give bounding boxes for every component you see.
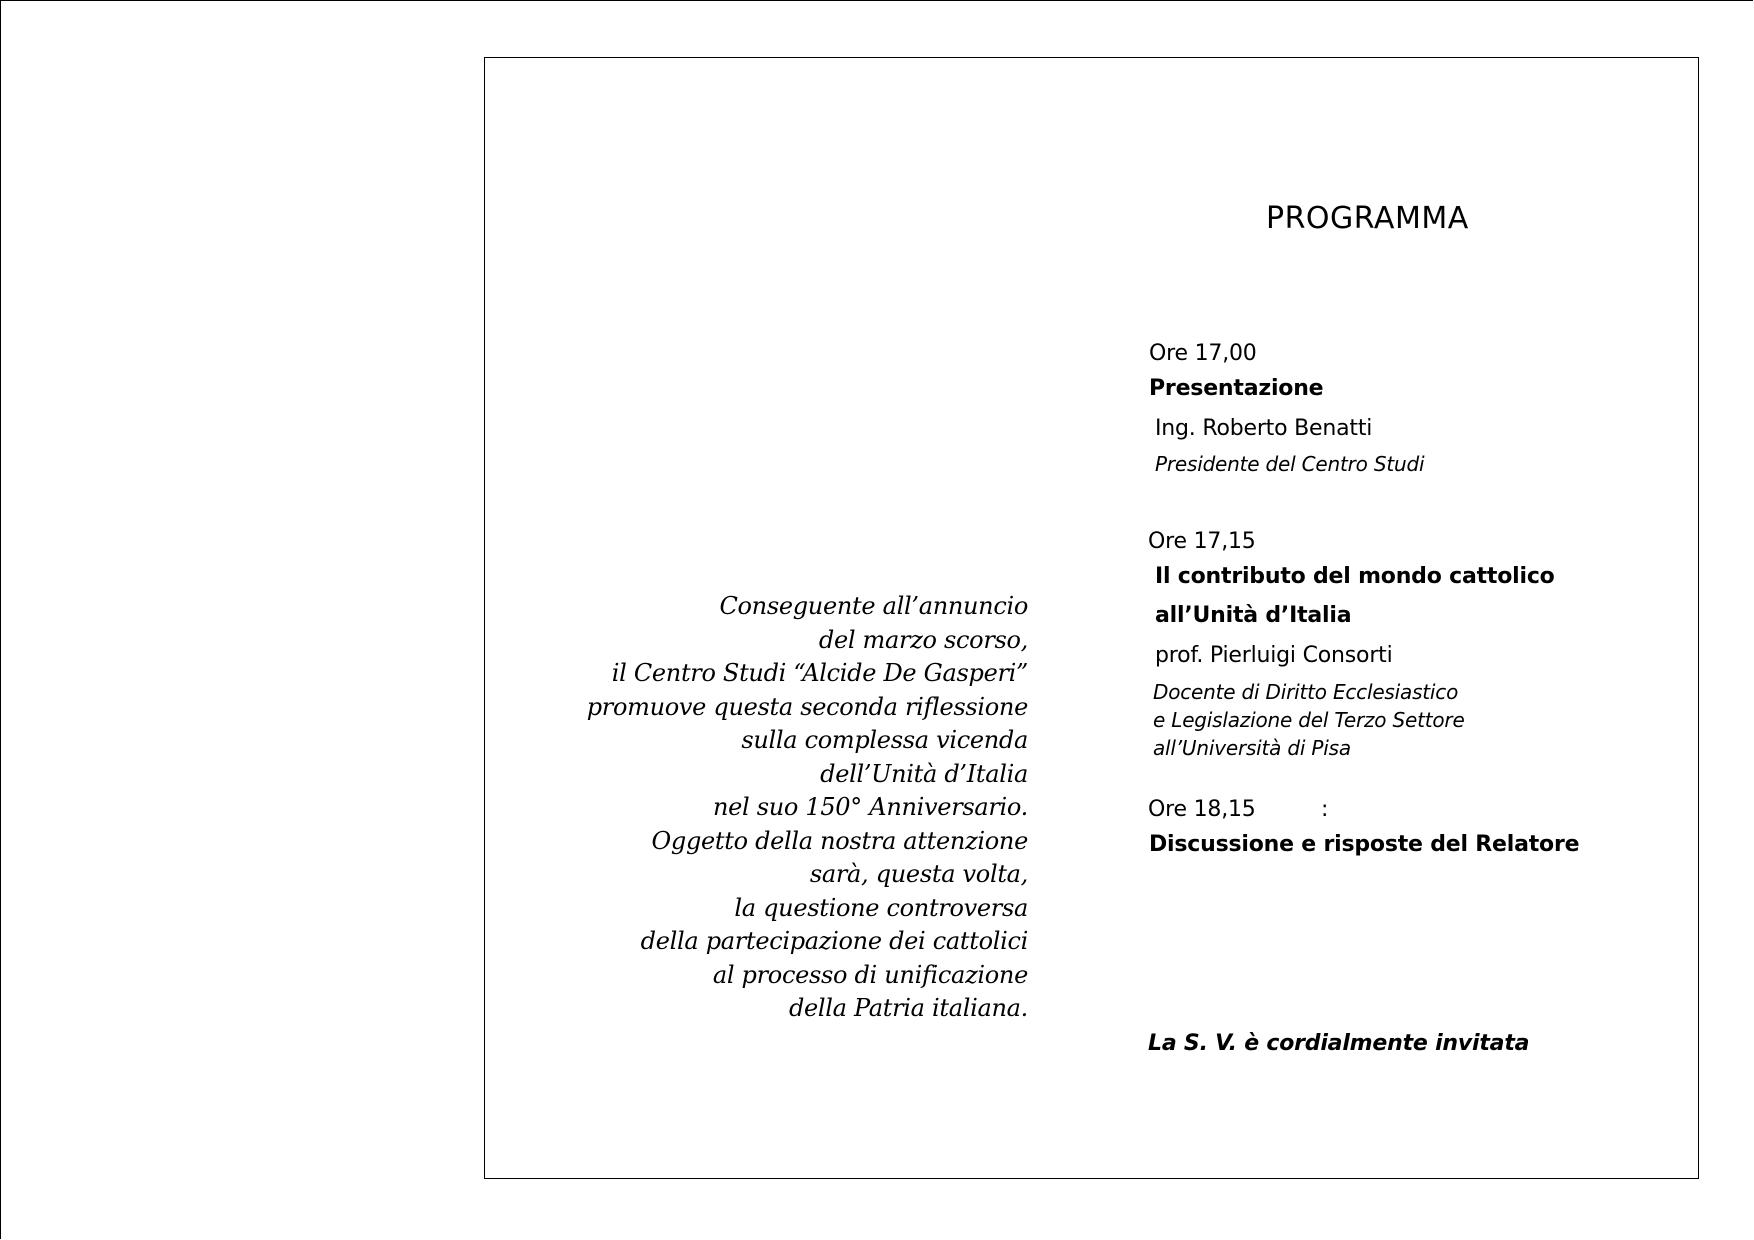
closing-invitation: La S. V. è cordialmente invitata	[1148, 1031, 1530, 1056]
intro-line: promuove questa seconda riflessione	[586, 692, 1028, 721]
item2-time: Ore 17,15	[1148, 529, 1256, 554]
item2-speaker: prof. Pierluigi Consorti	[1155, 643, 1393, 668]
item1-heading: Presentazione	[1149, 376, 1324, 401]
intro-line: della partecipazione dei cattolici	[640, 927, 1028, 955]
intro-line: la questione controversa	[734, 893, 1028, 922]
intro-line: sarà, questa volta,	[809, 860, 1028, 888]
item1-speaker: Ing. Roberto Benatti	[1155, 416, 1373, 441]
item2-role-line3: all’Università di Pisa	[1153, 736, 1351, 760]
intro-line: nel suo 150° Anniversario.	[712, 793, 1028, 821]
intro-line: della Patria italiana.	[788, 994, 1028, 1022]
item2-role	[1153, 678, 1465, 762]
item2-role-line2: e Legislazione del Terzo Settore	[1153, 708, 1465, 732]
item1-time: Ore 17,00	[1149, 341, 1257, 366]
item2-role-line1: Docente di Diritto Ecclesiastico	[1153, 680, 1459, 704]
item2-heading-line2: all’Unità d’Italia	[1155, 603, 1352, 628]
intro-line: al processo di unificazione	[712, 960, 1028, 989]
intro-line: il Centro Studi “Alcide De Gasperi”	[611, 659, 1028, 687]
intro-line: Oggetto della nostra attenzione	[651, 826, 1028, 855]
item1-role: Presidente del Centro Studi	[1155, 452, 1425, 476]
intro-line: dell’Unità d’Italia	[820, 759, 1028, 788]
item3-colon: :	[1321, 797, 1329, 822]
item3-heading: Discussione e risposte del Relatore	[1149, 832, 1580, 857]
item2-heading-line1: Il contributo del mondo cattolico	[1155, 564, 1555, 589]
intro-line: sulla complessa vicenda	[741, 726, 1028, 754]
item3-time: Ore 18,15	[1148, 797, 1256, 822]
intro-text	[560, 590, 1028, 1026]
intro-line: del marzo scorso,	[818, 625, 1028, 654]
programma-title: PROGRAMMA	[1266, 201, 1469, 236]
intro-line: Conseguente all’annuncio	[719, 592, 1028, 620]
